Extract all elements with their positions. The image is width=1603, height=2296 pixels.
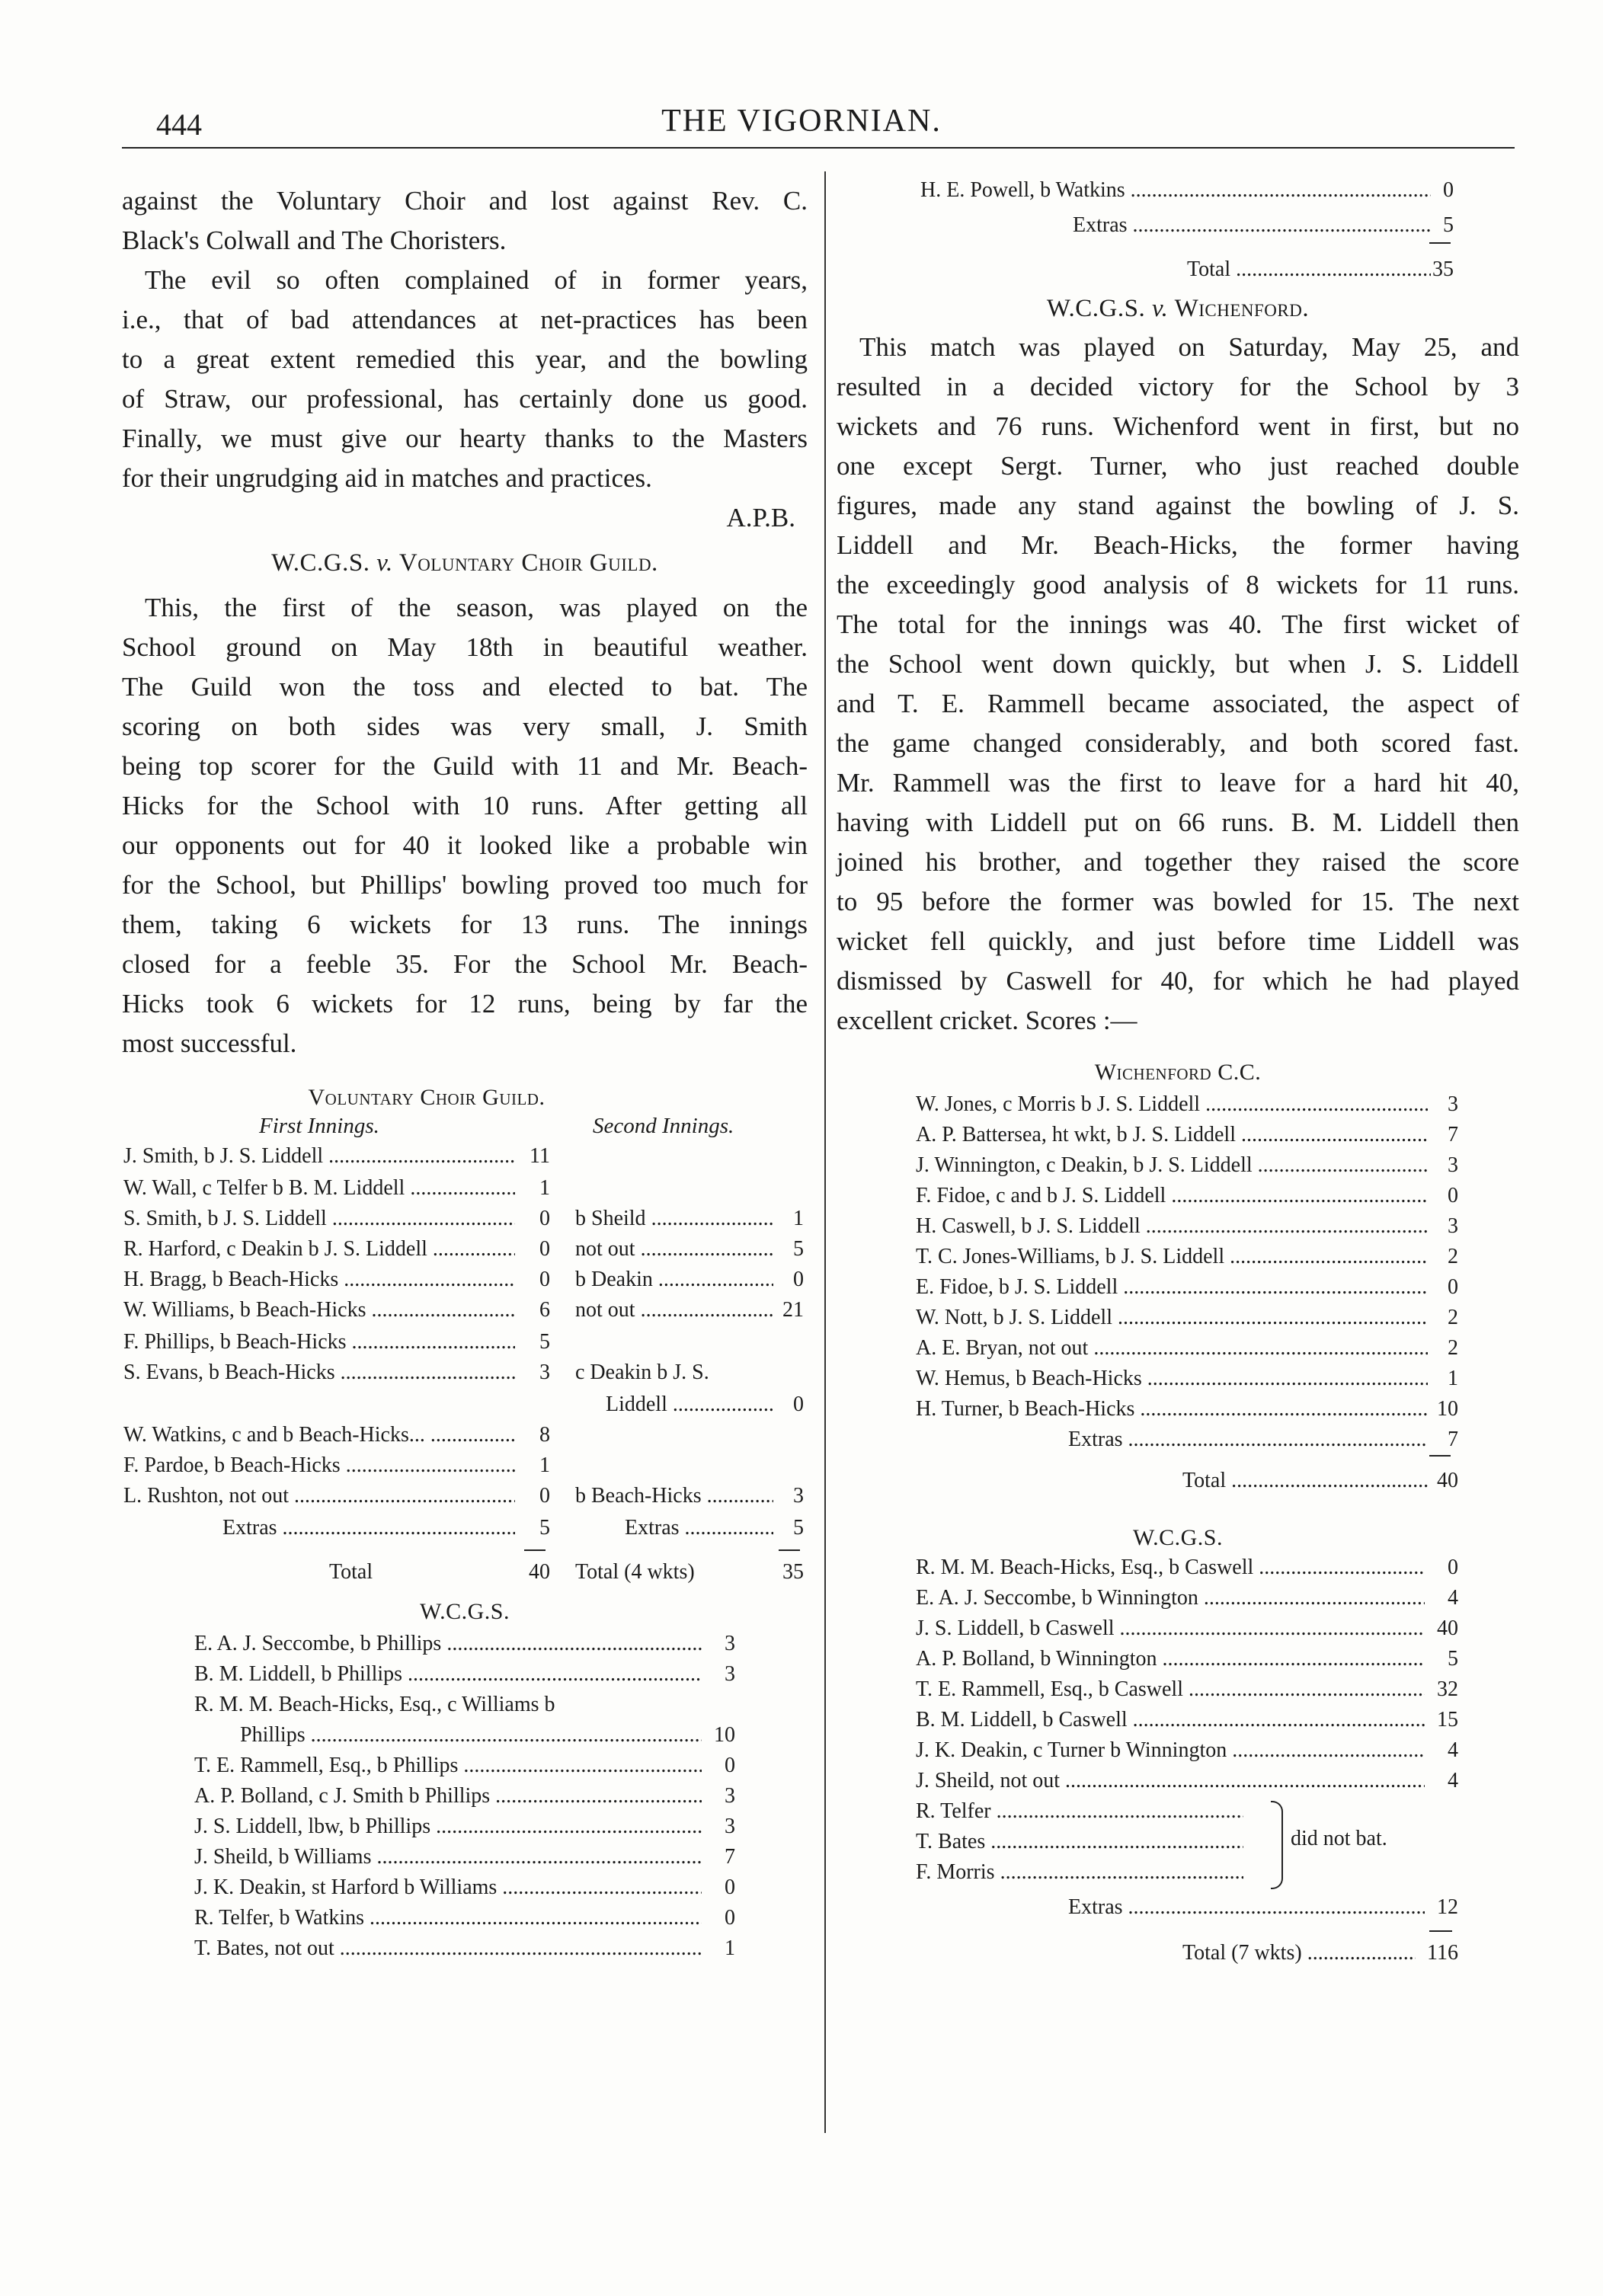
column-divider [824, 171, 826, 2133]
batsman-name: R. Harford, c Deakin b J. S. Liddell ..... [123, 1236, 515, 1263]
first-innings-row [123, 1482, 550, 1510]
runs: 3 [725, 1784, 735, 1808]
batsman-name: T. E. Rammell, Esq., b Phillips ..... [194, 1752, 702, 1780]
runs: 15 [1437, 1708, 1458, 1732]
score-row [194, 1813, 735, 1840]
second-innings-row [575, 1297, 804, 1324]
batsman-name: J. Sheild, not out ..... [916, 1767, 1425, 1795]
batsman-name: W. Watkins, c and b Beach-Hicks... ..... [123, 1421, 515, 1449]
runs: 0 [1443, 178, 1454, 202]
batsman-name: W. Williams, b Beach-Hicks ..... [123, 1297, 515, 1324]
score-row [916, 1859, 1274, 1886]
batsman-name: Total ..... [916, 1467, 1428, 1495]
score-row [916, 1274, 1458, 1301]
runs: 3 [1448, 1153, 1458, 1177]
runs: 1 [539, 1453, 550, 1477]
paragraph-line: dismissed by Caswell for 40, for which he had played [837, 966, 1519, 996]
runs: 7 [1448, 1123, 1458, 1146]
brace-bracket [1271, 1801, 1283, 1889]
runs: 0 [539, 1207, 550, 1230]
paragraph-line: for their ungrudging aid in matches and practices. [122, 463, 652, 493]
paragraph-line: Mr. Rammell was the first to leave for a hard hit 40, [837, 768, 1519, 798]
batsman-name: B. M. Liddell, b Caswell ..... [916, 1706, 1425, 1734]
intro-line: Black's Colwall and The Choristers. [122, 225, 507, 255]
batsman-name: S. Smith, b J. S. Liddell ..... [123, 1205, 515, 1233]
page-number: 444 [156, 107, 202, 142]
score-row [916, 1615, 1458, 1642]
score-row [916, 1894, 1458, 1921]
score-row [916, 1182, 1458, 1210]
paragraph-line: being top scorer for the Guild with 11 and Mr. Beach- [122, 751, 808, 781]
runs: 3 [1448, 1214, 1458, 1238]
paragraph-line: having with Liddell put on 66 runs. B. M. Liddell then [837, 807, 1519, 837]
runs [1243, 1798, 1274, 1825]
paragraph-line: the game changed considerably, and both scored fast. [837, 728, 1519, 758]
batsman-name: L. Rushton, not out ..... [123, 1482, 515, 1510]
score-row [194, 1783, 735, 1810]
runs [702, 1691, 735, 1719]
right-column-prose [837, 289, 1519, 1041]
total-rule [1429, 242, 1451, 244]
batsman-name: B. M. Liddell, b Phillips ..... [194, 1661, 702, 1688]
batsman-name: A. P. Bolland, c J. Smith b Phillips ..... [194, 1783, 702, 1810]
runs: 5 [1448, 1647, 1458, 1671]
match2-title-part: W.C.G.S. [1046, 295, 1152, 322]
second-innings-row [575, 1559, 804, 1586]
runs: 1 [1448, 1367, 1458, 1390]
paragraph-line: and T. E. Rammell became associated, the aspect of [837, 689, 1519, 718]
score-row [920, 256, 1454, 283]
runs: 11 [530, 1144, 550, 1168]
total-rule [1429, 1455, 1451, 1457]
batsman-name: J. S. Liddell, lbw, b Phillips ..... [194, 1813, 702, 1840]
runs: 3 [793, 1484, 804, 1508]
second-innings-row [575, 1205, 804, 1233]
score-row [916, 1645, 1458, 1673]
runs: 0 [793, 1393, 804, 1416]
batsman-name: W. Hemus, b Beach-Hicks ..... [916, 1365, 1428, 1393]
runs: 0 [725, 1875, 735, 1899]
score-row [916, 1798, 1274, 1825]
page-title: THE VIGORNIAN. [661, 104, 942, 139]
paragraph-line: figures, made any stand against the bowling of J. S. [837, 491, 1519, 520]
first-innings-row [123, 1297, 550, 1324]
match1-paragraph [122, 588, 808, 1063]
score-row [916, 1676, 1458, 1703]
second-innings-row [575, 1514, 804, 1542]
evil-paragraph [122, 261, 808, 498]
batsman-name: R. M. M. Beach-Hicks, Esq., b Caswell ..... [916, 1554, 1425, 1581]
batsman-name: T. C. Jones-Williams, b J. S. Liddell ..... [916, 1243, 1428, 1271]
runs: 2 [1448, 1245, 1458, 1268]
score-row [916, 1213, 1458, 1240]
paragraph-line: one except Sergt. Turner, who just reached double [837, 451, 1519, 481]
runs: 5 [539, 1516, 550, 1540]
first-innings-row [123, 1236, 550, 1263]
score-row [916, 1939, 1458, 1967]
batsman-name: F. Fidoe, c and b J. S. Liddell ..... [916, 1182, 1428, 1210]
score-row [194, 1691, 735, 1719]
first-innings-row [123, 1452, 550, 1479]
batsman-name: J. Winnington, c Deakin, b J. S. Liddell ..... [916, 1152, 1428, 1179]
batsman-name: W. Nott, b J. S. Liddell ..... [916, 1304, 1428, 1332]
score-row [194, 1935, 735, 1962]
paragraph-line: i.e., that of bad attendances at net-practices has been [122, 305, 808, 334]
paragraph-line: wickets and 76 runs. Wichenford went in first, but no [837, 411, 1519, 441]
runs: 0 [539, 1484, 550, 1508]
runs: 40 [529, 1560, 550, 1584]
runs: 35 [782, 1560, 804, 1584]
runs: 2 [1448, 1336, 1458, 1360]
paragraph-line: them, taking 6 wickets for 13 runs. The innings [122, 910, 808, 939]
batsman-name: F. Phillips, b Beach-Hicks ..... [123, 1329, 515, 1356]
runs: 3 [725, 1815, 735, 1838]
runs: 3 [725, 1632, 735, 1655]
score-row [916, 1767, 1458, 1795]
batsman-name: E. A. J. Seccombe, b Winnington ..... [916, 1584, 1425, 1612]
runs: 3 [725, 1662, 735, 1686]
paragraph-line: our opponents out for 40 it looked like a probable win [122, 830, 808, 860]
batsman-name: H. Turner, b Beach-Hicks ..... [916, 1396, 1428, 1423]
batsman-name: Extras ..... [916, 1894, 1425, 1921]
score-row [916, 1737, 1458, 1764]
batsman-name: not out ..... [575, 1236, 773, 1263]
batsman-name: b Beach-Hicks ..... [575, 1482, 773, 1510]
paragraph-line: for the School, but Phillips' bowling proved too much for [122, 870, 808, 900]
match1-title [122, 544, 808, 582]
batsman-name: Extras ..... [916, 1426, 1428, 1453]
second-innings-row [575, 1266, 804, 1293]
batsman-name: Liddell ..... [575, 1391, 773, 1418]
batsman-name: Total (4 wkts) [575, 1560, 695, 1584]
batsman-name: not out ..... [575, 1297, 773, 1324]
batsman-name: Extras ..... [920, 212, 1431, 239]
paragraph-line: closed for a feeble 35. For the School Mr. Beach- [122, 949, 808, 979]
batsman-name: J. K. Deakin, st Harford b Williams ..... [194, 1874, 702, 1901]
first-innings-row [123, 1266, 550, 1293]
runs: 5 [793, 1516, 804, 1540]
paragraph-line: This, the first of the season, was played on the [145, 593, 808, 622]
batsman-name: A. P. Bolland, b Winnington ..... [916, 1645, 1425, 1673]
score-row [916, 1121, 1458, 1149]
total-rule [779, 1549, 800, 1551]
batsman-name: W. Wall, c Telfer b B. M. Liddell ..... [123, 1175, 515, 1202]
batsman-name: W. Jones, c Morris b J. S. Liddell ..... [916, 1091, 1428, 1118]
paragraph-line: This match was played on Saturday, May 25, and [859, 332, 1519, 362]
runs: 8 [539, 1423, 550, 1447]
match2-paragraph [837, 328, 1519, 1041]
paragraph-line: wicket fell quickly, and just before time Liddell was [837, 926, 1519, 956]
runs: 0 [539, 1237, 550, 1261]
paragraph-line: scoring on both sides was very small, J. Smith [122, 712, 808, 741]
paragraph-line: Finally, we must give our hearty thanks to the Masters [122, 424, 808, 453]
score-row [916, 1426, 1458, 1453]
wcgs2-table-title: W.C.G.S. [1133, 1525, 1223, 1550]
runs: 12 [1437, 1895, 1458, 1919]
score-row [916, 1365, 1458, 1393]
batsman-name: R. M. M. Beach-Hicks, Esq., c Williams b [194, 1693, 555, 1716]
runs: 7 [725, 1845, 735, 1869]
runs [1243, 1828, 1274, 1856]
batsman-name: R. Telfer, b Watkins ..... [194, 1904, 702, 1932]
paragraph-line: The evil so often complained of in former years, [145, 265, 808, 295]
total-rule [524, 1549, 546, 1551]
vcg-table-title: Voluntary Choir Guild. [308, 1085, 546, 1110]
batsman-name: b Sheild ..... [575, 1205, 773, 1233]
first-innings-row [123, 1421, 550, 1449]
first-innings-row [123, 1205, 550, 1233]
runs: 0 [725, 1906, 735, 1930]
runs: 5 [793, 1237, 804, 1261]
match2-opponent: Wichenford. [1168, 295, 1310, 322]
runs: 10 [714, 1723, 735, 1747]
first-innings-row [123, 1329, 550, 1356]
runs: 5 [1443, 213, 1454, 237]
first-innings-row [123, 1175, 550, 1202]
second-innings-row [575, 1482, 804, 1510]
score-row [194, 1630, 735, 1658]
runs: 3 [1448, 1092, 1458, 1116]
runs: 10 [1437, 1397, 1458, 1421]
score-row [194, 1874, 735, 1901]
second-innings-row [575, 1391, 804, 1418]
paragraph-line: The Guild won the toss and elected to bat. The [122, 672, 808, 702]
runs: 40 [1437, 1469, 1458, 1492]
paragraph-line: The total for the innings was 40. The first wicket of [837, 609, 1519, 639]
batsman-name: F. Morris ..... [916, 1859, 1243, 1886]
score-row [916, 1467, 1458, 1495]
batsman-name: F. Pardoe, b Beach-Hicks ..... [123, 1452, 515, 1479]
runs: 0 [1448, 1275, 1458, 1299]
paragraph-line: resulted in a decided victory for the School by 3 [837, 372, 1519, 401]
batsman-name: E. Fidoe, b J. S. Liddell ..... [916, 1274, 1428, 1301]
second-innings-heading: Second Innings. [593, 1114, 734, 1138]
batsman-name: b Deakin ..... [575, 1266, 773, 1293]
score-row [916, 1706, 1458, 1734]
runs: 21 [782, 1298, 804, 1322]
batsman-name: T. Bates, not out ..... [194, 1935, 702, 1962]
header-rule [122, 147, 1515, 149]
score-row [920, 212, 1454, 239]
runs: 1 [539, 1176, 550, 1200]
score-row [920, 177, 1454, 204]
runs: 116 [1427, 1941, 1458, 1965]
batsman-name: H. Bragg, b Beach-Hicks ..... [123, 1266, 515, 1293]
second-innings-row [575, 1359, 804, 1386]
score-row [194, 1661, 735, 1688]
score-row [916, 1304, 1458, 1332]
runs: 0 [1448, 1184, 1458, 1207]
batsman-name: J. K. Deakin, c Turner b Winnington ..... [916, 1737, 1425, 1764]
score-row [194, 1844, 735, 1871]
first-innings-row [123, 1514, 550, 1542]
signature: A.P.B. [726, 503, 795, 532]
total-rule [1429, 1930, 1452, 1932]
wichenford-table-title: Wichenford C.C. [1094, 1060, 1262, 1085]
batsman-name: Extras ..... [123, 1514, 515, 1542]
batsman-name: S. Evans, b Beach-Hicks ..... [123, 1359, 515, 1386]
runs: 0 [539, 1268, 550, 1291]
batsman-name: R. Telfer ..... [916, 1798, 1243, 1825]
batsman-name: A. P. Battersea, ht wkt, b J. S. Liddell ..... [916, 1121, 1428, 1149]
paragraph-line: the School went down quickly, but when J. S. Liddell [837, 649, 1519, 679]
score-row [916, 1554, 1458, 1581]
left-column-prose [122, 181, 808, 1063]
first-innings-row [123, 1143, 550, 1170]
runs: 7 [1448, 1428, 1458, 1451]
batsman-name: J. Smith, b J. S. Liddell ..... [123, 1143, 515, 1170]
batsman-name: Total (7 wkts) ..... [916, 1939, 1416, 1967]
runs: 1 [793, 1207, 804, 1230]
score-row [916, 1584, 1458, 1612]
score-row [916, 1091, 1458, 1118]
batsman-name: H. E. Powell, b Watkins ..... [920, 177, 1431, 204]
runs: 35 [1432, 257, 1454, 281]
score-row [916, 1152, 1458, 1179]
runs [1243, 1859, 1274, 1886]
score-row [916, 1828, 1274, 1856]
runs: 32 [1437, 1677, 1458, 1701]
score-row [194, 1904, 735, 1932]
batsman-name: J. S. Liddell, b Caswell ..... [916, 1615, 1425, 1642]
versus: v. [376, 549, 393, 577]
runs: 0 [793, 1268, 804, 1291]
score-row [194, 1752, 735, 1780]
second-innings-row [575, 1236, 804, 1263]
paragraph-line: most successful. [122, 1028, 297, 1058]
versus: v. [1151, 295, 1169, 322]
intro-line: against the Voluntary Choir and lost against Rev. C. [122, 186, 808, 216]
score-row [194, 1722, 735, 1749]
batsman-name: A. E. Bryan, not out ..... [916, 1335, 1428, 1362]
paragraph-line: School ground on May 18th in beautiful weather. [122, 632, 808, 662]
runs: 0 [1448, 1556, 1458, 1579]
paragraph-line: of Straw, our professional, has certainly done us good. [122, 384, 808, 414]
paragraph-line: joined his brother, and together they raised the score [837, 847, 1519, 877]
batsman-name: Total [329, 1560, 373, 1584]
runs: 2 [1448, 1306, 1458, 1329]
score-row [916, 1396, 1458, 1423]
did-not-bat-label: did not bat. [1291, 1827, 1387, 1850]
first-innings-row [123, 1359, 550, 1386]
paragraph-line: Hicks took 6 wickets for 12 runs, being by far the [122, 989, 808, 1018]
score-row [916, 1335, 1458, 1362]
batsman-name: Total ..... [920, 256, 1431, 283]
batsman-name: T. Bates ..... [916, 1828, 1243, 1856]
batsman-name: T. E. Rammell, Esq., b Caswell ..... [916, 1676, 1425, 1703]
runs: 0 [725, 1754, 735, 1777]
runs: 6 [539, 1298, 550, 1322]
runs [773, 1359, 804, 1386]
first-innings-heading: First Innings. [259, 1114, 379, 1138]
runs: 4 [1448, 1769, 1458, 1792]
paragraph-line: Hicks for the School with 10 runs. After getting all [122, 791, 808, 820]
paragraph-line: to a great extent remedied this year, and the bowling [122, 344, 808, 374]
batsman-name: Extras ..... [575, 1514, 773, 1542]
match2-title [837, 289, 1519, 328]
match1-title-part: W.C.G.S. [271, 549, 377, 577]
runs: 4 [1448, 1738, 1458, 1762]
batsman-name: c Deakin b J. S. [575, 1361, 709, 1384]
match1-opponent: Voluntary Choir Guild. [392, 549, 658, 577]
first-innings-row [123, 1559, 550, 1586]
runs: 1 [725, 1936, 735, 1960]
runs: 4 [1448, 1586, 1458, 1610]
batsman-name: J. Sheild, b Williams ..... [194, 1844, 702, 1871]
paragraph-line: the exceedingly good analysis of 8 wickets for 11 runs. [837, 570, 1519, 600]
paragraph-line: to 95 before the former was bowled for 15. The next [837, 887, 1519, 916]
paragraph-line: excellent cricket. Scores :— [837, 1006, 1137, 1035]
runs: 40 [1437, 1616, 1458, 1640]
runs: 5 [539, 1330, 550, 1354]
batsman-name: H. Caswell, b J. S. Liddell ..... [916, 1213, 1428, 1240]
paragraph-line: Liddell and Mr. Beach-Hicks, the former having [837, 530, 1519, 560]
batsman-name: E. A. J. Seccombe, b Phillips ..... [194, 1630, 702, 1658]
runs: 3 [539, 1361, 550, 1384]
wcgs1-table-title: W.C.G.S. [420, 1599, 510, 1624]
score-row [916, 1243, 1458, 1271]
batsman-name: Phillips ..... [194, 1722, 702, 1749]
